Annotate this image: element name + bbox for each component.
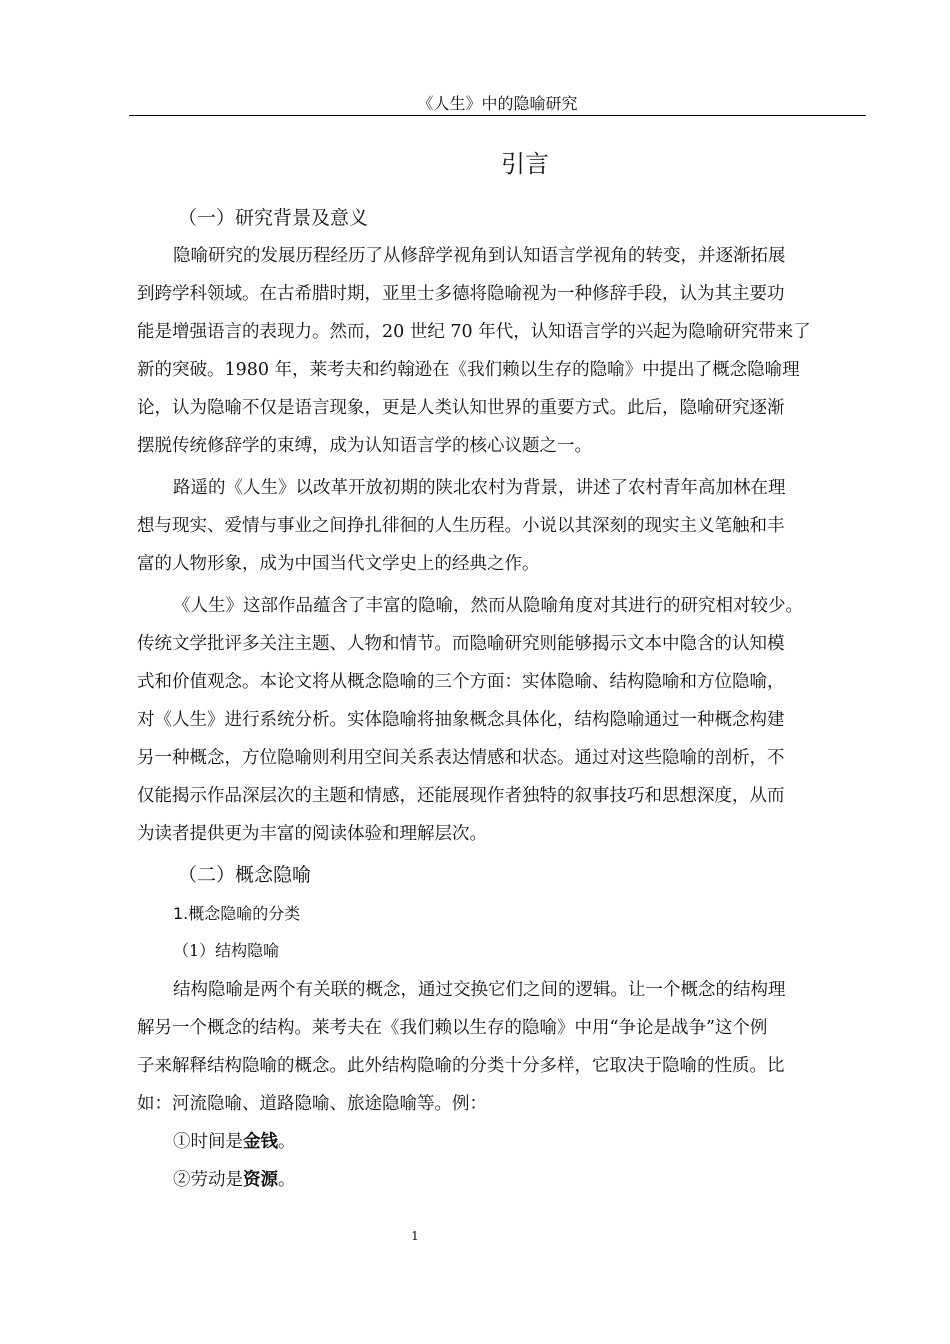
example-bold: 金钱 — [243, 1132, 278, 1152]
paragraph-line: 论，认为隐喻不仅是语言现象，更是人类认知世界的重要方式。此后，隐喻研究逐渐 — [137, 398, 785, 418]
paragraph-line: 能是增强语言的表现力。然而，20 世纪 70 年代，认知语言学的兴起为隐喻研究带来了 — [137, 322, 811, 342]
paragraph-line: 《人生》这部作品蕴含了丰富的隐喻，然而从隐喻角度对其进行的研究相对较少。 — [173, 596, 803, 616]
paragraph-line: 到跨学科领域。在古希腊时期，亚里士多德将隐喻视为一种修辞手段，认为其主要功 — [137, 284, 785, 304]
paragraph-line: 为读者提供更为丰富的阅读体验和理解层次。 — [137, 824, 487, 844]
paragraph-line: 子来解释结构隐喻的概念。此外结构隐喻的分类十分多样，它取决于隐喻的性质。比 — [137, 1056, 785, 1076]
header-rule — [129, 115, 866, 116]
example-prefix: ②劳动是 — [173, 1170, 243, 1190]
paragraph-line: 富的人物形象，成为中国当代文学史上的经典之作。 — [137, 554, 540, 574]
paragraph-line: 对《人生》进行系统分析。实体隐喻将抽象概念具体化，结构隐喻通过一种概念构建 — [137, 710, 785, 730]
paragraph-line: 另一种概念，方位隐喻则利用空间关系表达情感和状态。通过对这些隐喻的剖析，不 — [137, 748, 785, 768]
section-heading-concept-metaphor: （二）概念隐喻 — [178, 864, 312, 886]
example-prefix: ①时间是 — [173, 1132, 243, 1152]
running-header: 《人生》中的隐喻研究 — [417, 94, 578, 113]
subheading-classification: 1.概念隐喻的分类 — [173, 904, 301, 923]
example-bold: 资源 — [243, 1170, 278, 1190]
paragraph-line: 隐喻研究的发展历程经历了从修辞学视角到认知语言学视角的转变，并逐渐拓展 — [173, 246, 786, 266]
example-line — [173, 1130, 913, 1154]
page-number: 1 — [411, 1229, 419, 1243]
section-heading-background: （一）研究背景及意义 — [178, 207, 369, 229]
paragraph-line: 仅能揭示作品深层次的主题和情感，还能展现作者独特的叙事技巧和思想深度，从而 — [137, 786, 785, 806]
paragraph-line: 路遥的《人生》以改革开放初期的陕北农村为背景，讲述了农村青年高加林在理 — [173, 478, 786, 498]
page-title: 引言 — [501, 150, 549, 178]
paragraph-line: 如：河流隐喻、道路隐喻、旅途隐喻等。例： — [137, 1094, 487, 1114]
paragraph-line: 结构隐喻是两个有关联的概念，通过交换它们之间的逻辑。让一个概念的结构理 — [173, 980, 786, 1000]
paragraph-line: 摆脱传统修辞学的束缚，成为认知语言学的核心议题之一。 — [137, 436, 592, 456]
paragraph-line: 式和价值观念。本论文将从概念隐喻的三个方面：实体隐喻、结构隐喻和方位隐喻， — [137, 672, 785, 692]
subheading-structural-metaphor: （1）结构隐喻 — [173, 941, 280, 960]
example-suffix: 。 — [278, 1170, 296, 1190]
paragraph-line: 想与现实、爱情与事业之间挣扎徘徊的人生历程。小说以其深刻的现实主义笔触和丰 — [137, 516, 785, 536]
paragraph-line: 传统文学批评多关注主题、人物和情节。而隐喻研究则能够揭示文本中隐含的认知模 — [137, 634, 785, 654]
paragraph-line: 解另一个概念的结构。莱考夫在《我们赖以生存的隐喻》中用“争论是战争”这个例 — [137, 1018, 768, 1038]
example-suffix: 。 — [278, 1132, 296, 1152]
example-line — [173, 1168, 913, 1192]
paragraph-line: 新的突破。1980 年，莱考夫和约翰逊在《我们赖以生存的隐喻》中提出了概念隐喻理 — [137, 360, 800, 380]
